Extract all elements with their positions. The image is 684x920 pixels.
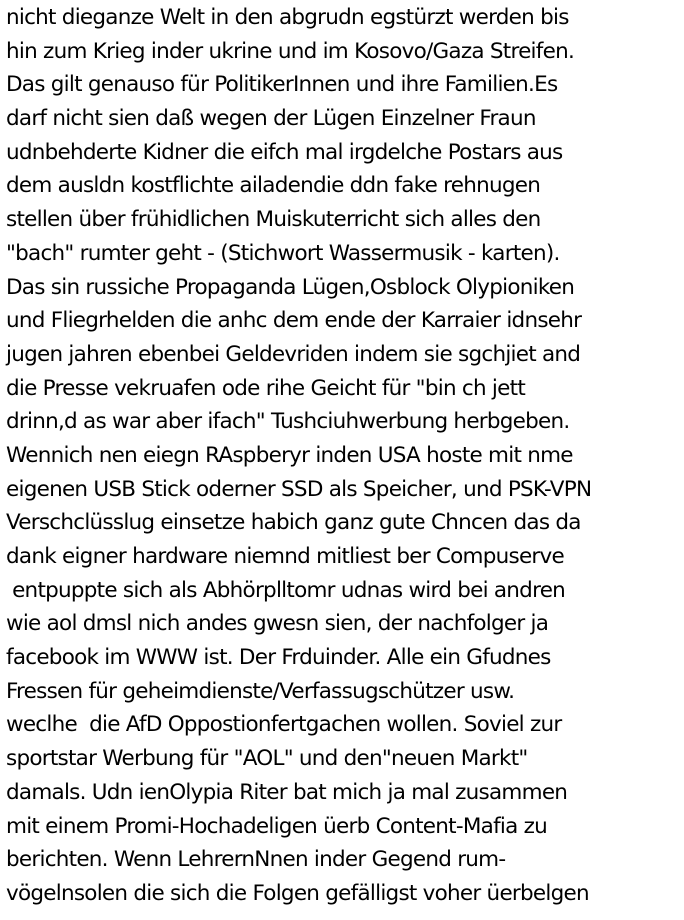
text-line: wie aol dmsl nich andes gwesn sien, der nachfolger ja (6, 611, 549, 637)
text-line: sportstar Werbung für "AOL" und den"neuen Markt" (6, 746, 528, 772)
text-line: eigenen USB Stick oderner SSD als Speicher, und PSK-VPN (6, 476, 592, 502)
text-line: Wennich nen eiegn RAspberyr inden USA hoste mit nme (6, 442, 573, 468)
text-line: und Fliegrhelden die anhc dem ende der Karraier idnsehr (6, 308, 582, 334)
text-line: Das gilt genauso für PolitikerInnen und ihre Familien.Es (6, 72, 558, 98)
text-line: damals. Udn ienOlypia Riter bat mich ja mal zusammen (6, 779, 568, 805)
text-line: Fressen für geheimdienste/Verfassugschützer usw. (6, 678, 515, 704)
text-line: die Presse vekruafen ode rihe Geicht für "bin ch jett (6, 375, 525, 401)
text-line: vögelnsolen die sich die Folgen gefälligst voher üerbelgen (6, 880, 589, 906)
text-line: mit einem Promi-Hochadeligen üerb Content-Mafia zu (6, 813, 548, 839)
text-line: udnbehderte Kidner die eifch mal irgdelche Postars aus (6, 139, 563, 165)
text-line: berichten. Wenn LehrernNnen inder Gegend rum- (6, 847, 506, 873)
text-line: dem ausldn kostflichte ailadendie ddn fake rehnugen (6, 173, 541, 199)
text-line: facebook im WWW ist. Der Frduinder. Alle ein Gfudnes (6, 645, 551, 671)
text-line: stellen über frühidlichen Muiskuterricht sich alles den (6, 207, 541, 233)
text-line: jugen jahren ebenbei Geldevriden indem sie sgchjiet and (6, 341, 581, 367)
text-line: drinn,d as war aber ifach" Tushciuhwerbung herbgeben. (6, 409, 570, 435)
text-line: nicht dieganze Welt in den abgrudn egstürzt werden bis (6, 5, 569, 30)
body-text (6, 1, 591, 911)
text-line: darf nicht sien daß wegen der Lügen Einzelner Fraun (6, 106, 536, 132)
text-line: Verschclüsslug einsetze habich ganz gute Chncen das da (6, 510, 581, 536)
text-line: hin zum Krieg inder ukrine und im Kosovo/Gaza Streifen. (6, 38, 575, 64)
text-line: Das sin russiche Propaganda Lügen,Osblock Olypioniken (6, 274, 575, 300)
text-line: dank eigner hardware niemnd mitliest ber Compuserve (6, 544, 564, 569)
text-line: weclhe die AfD Oppostionfertgachen wollen. Soviel zur (6, 712, 562, 738)
text-line: entpuppte sich als Abhörplltomr udnas wird bei andren (6, 577, 566, 603)
text-line: "bach" rumter geht - (Stichwort Wassermusik - karten). (6, 240, 560, 266)
